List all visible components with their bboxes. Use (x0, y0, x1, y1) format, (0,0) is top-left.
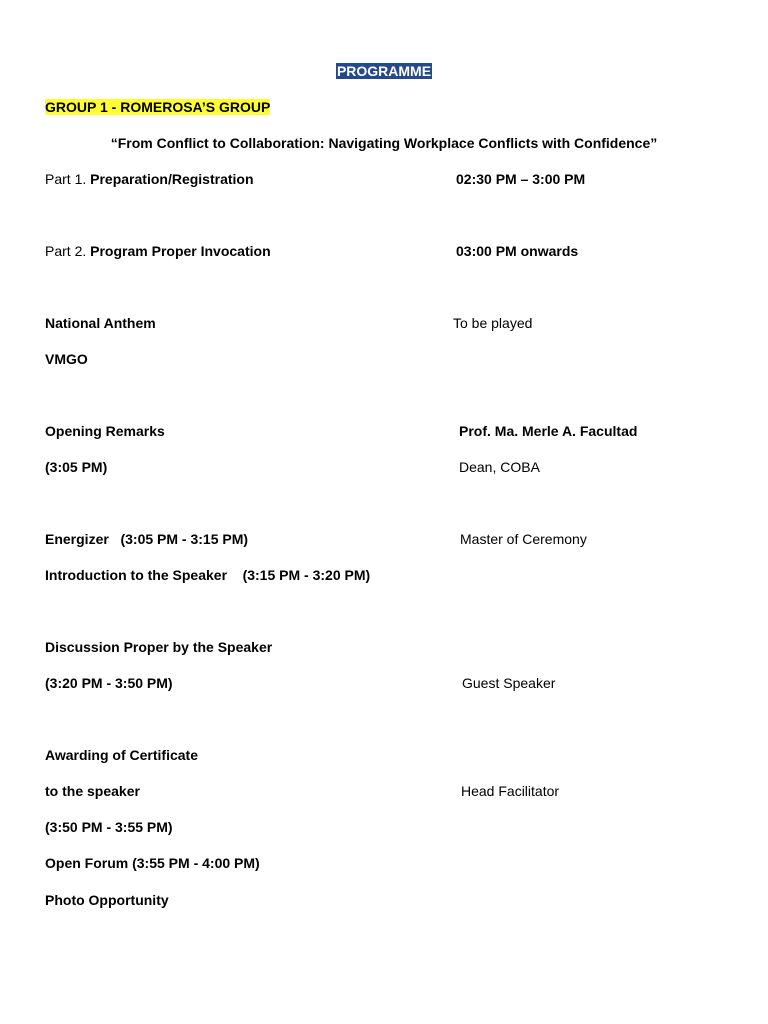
part2-row (45, 242, 271, 260)
photo-label: Photo Opportunity (45, 892, 169, 908)
awarding-label2: to the speaker (45, 783, 140, 799)
part2-prefix: Part 2. (45, 243, 91, 259)
part1-row (45, 170, 254, 188)
anthem-label: National Anthem (45, 315, 156, 331)
opening-time: (3:05 PM) (45, 459, 108, 475)
forum-label: Open Forum (3:55 PM - 4:00 PM) (45, 855, 260, 871)
anthem-right: To be played (453, 315, 533, 331)
theme-line: “From Conflict to Collaboration: Navigating Workplace Conflicts with Confidence” (110, 135, 658, 151)
part2-time: 03:00 PM onwards (456, 243, 579, 259)
opening-speaker: Prof. Ma. Merle A. Facultad (459, 423, 638, 439)
group-heading-text: GROUP 1 - ROMEROSA’S GROUP (45, 99, 271, 115)
part1-time: 02:30 PM – 3:00 PM (456, 171, 586, 187)
discussion-time: (3:20 PM - 3:50 PM) (45, 675, 173, 691)
discussion-label: Discussion Proper by the Speaker (45, 639, 273, 655)
opening-speaker-title: Dean, COBA (459, 459, 540, 475)
programme-title-text: PROGRAMME (336, 63, 432, 79)
energizer-label: Energizer (3:05 PM - 3:15 PM) (45, 531, 249, 547)
intro-label: Introduction to the Speaker (3:15 PM - 3:20 PM) (45, 567, 371, 583)
part1-label: Preparation/Registration (90, 171, 254, 187)
awarding-time: (3:50 PM - 3:55 PM) (45, 819, 173, 835)
energizer-right: Master of Ceremony (460, 531, 587, 547)
vmgo-label: VMGO (45, 351, 88, 367)
part1-prefix: Part 1. (45, 171, 91, 187)
group-heading (45, 98, 270, 116)
awarding-label1: Awarding of Certificate (45, 747, 198, 763)
part2-label: Program Proper Invocation (90, 243, 271, 259)
opening-label: Opening Remarks (45, 423, 165, 439)
awarding-right: Head Facilitator (461, 783, 560, 799)
discussion-right: Guest Speaker (462, 675, 556, 691)
programme-title (0, 62, 768, 80)
